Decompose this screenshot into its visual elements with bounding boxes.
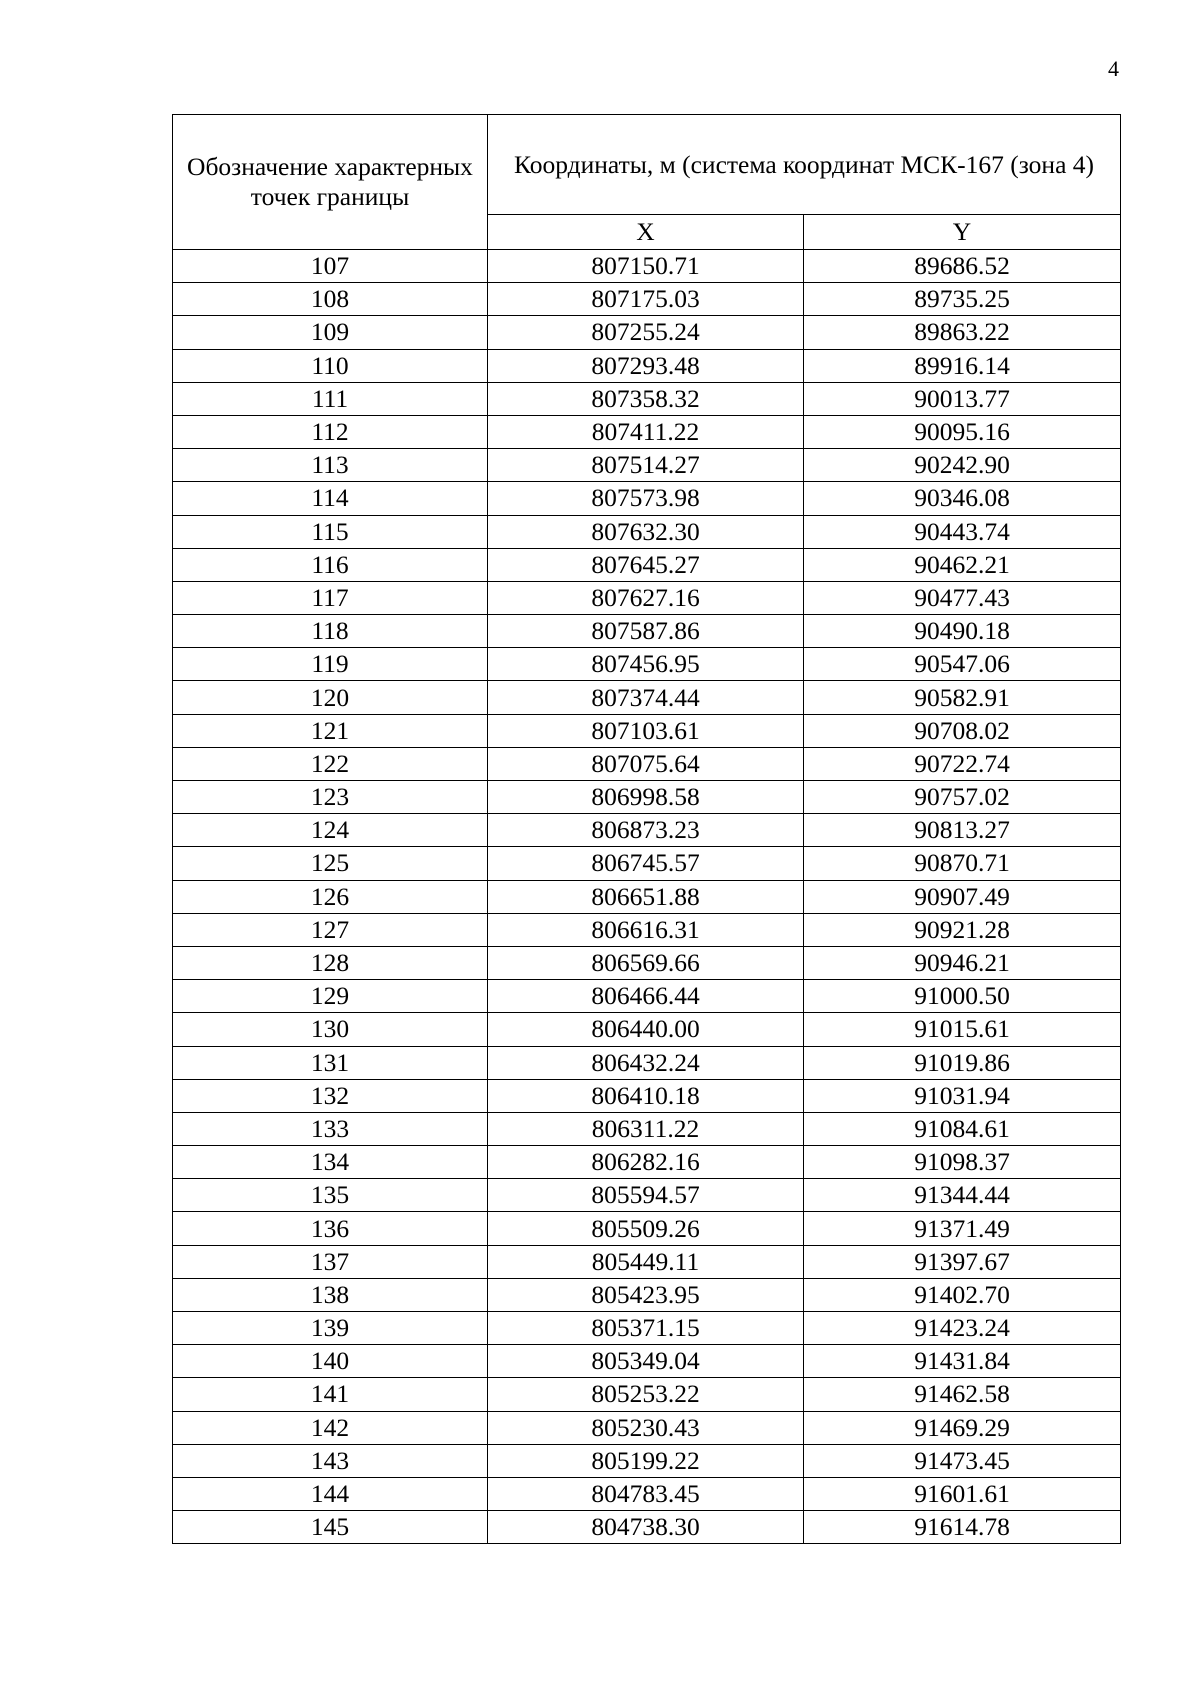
cell-point-number: 142: [173, 1411, 488, 1444]
cell-x: 806616.31: [488, 913, 804, 946]
table-row: [173, 1046, 1121, 1079]
cell-y: 91614.78: [804, 1511, 1121, 1544]
cell-x: 806410.18: [488, 1079, 804, 1112]
cell-x: 807358.32: [488, 382, 804, 415]
cell-point-number: 127: [173, 913, 488, 946]
table-row: [173, 581, 1121, 614]
cell-point-number: 124: [173, 814, 488, 847]
cell-x: 807514.27: [488, 449, 804, 482]
cell-point-number: 115: [173, 515, 488, 548]
cell-point-number: 136: [173, 1212, 488, 1245]
cell-x: 805423.95: [488, 1278, 804, 1311]
cell-y: 91098.37: [804, 1146, 1121, 1179]
table-row: [173, 449, 1121, 482]
table-row: [173, 482, 1121, 515]
cell-y: 90722.74: [804, 747, 1121, 780]
cell-point-number: 139: [173, 1312, 488, 1345]
cell-x: 805253.22: [488, 1378, 804, 1411]
cell-point-number: 109: [173, 316, 488, 349]
cell-y: 91431.84: [804, 1345, 1121, 1378]
cell-y: 91473.45: [804, 1444, 1121, 1477]
table-row: [173, 1112, 1121, 1145]
cell-y: 90242.90: [804, 449, 1121, 482]
cell-y: 90946.21: [804, 946, 1121, 979]
cell-y: 89863.22: [804, 316, 1121, 349]
table-row: [173, 1444, 1121, 1477]
cell-point-number: 140: [173, 1345, 488, 1378]
cell-point-number: 128: [173, 946, 488, 979]
header-point-designation: Обозначение характерных точек границы: [173, 115, 488, 250]
cell-y: 91000.50: [804, 980, 1121, 1013]
cell-y: 90443.74: [804, 515, 1121, 548]
cell-point-number: 119: [173, 648, 488, 681]
table-header: [173, 115, 1121, 250]
cell-x: 806440.00: [488, 1013, 804, 1046]
header-y: Y: [804, 215, 1121, 250]
table-row: [173, 615, 1121, 648]
cell-point-number: 144: [173, 1477, 488, 1510]
cell-y: 89735.25: [804, 283, 1121, 316]
table-row: [173, 747, 1121, 780]
cell-point-number: 131: [173, 1046, 488, 1079]
cell-x: 807255.24: [488, 316, 804, 349]
cell-point-number: 111: [173, 382, 488, 415]
table-row: [173, 946, 1121, 979]
table-row: [173, 880, 1121, 913]
table-row: [173, 548, 1121, 581]
table-row: [173, 1212, 1121, 1245]
cell-x: 807075.64: [488, 747, 804, 780]
cell-x: 806569.66: [488, 946, 804, 979]
cell-y: 90477.43: [804, 581, 1121, 614]
cell-point-number: 143: [173, 1444, 488, 1477]
cell-x: 806432.24: [488, 1046, 804, 1079]
cell-point-number: 114: [173, 482, 488, 515]
cell-y: 89916.14: [804, 349, 1121, 382]
cell-x: 805449.11: [488, 1245, 804, 1278]
table-row: [173, 814, 1121, 847]
table-body: [173, 250, 1121, 1544]
cell-x: 806651.88: [488, 880, 804, 913]
table-row: [173, 1278, 1121, 1311]
cell-point-number: 108: [173, 283, 488, 316]
cell-point-number: 132: [173, 1079, 488, 1112]
cell-point-number: 113: [173, 449, 488, 482]
cell-point-number: 116: [173, 548, 488, 581]
cell-point-number: 110: [173, 349, 488, 382]
cell-point-number: 145: [173, 1511, 488, 1544]
cell-x: 805349.04: [488, 1345, 804, 1378]
cell-point-number: 121: [173, 714, 488, 747]
cell-x: 806466.44: [488, 980, 804, 1013]
cell-x: 807411.22: [488, 415, 804, 448]
cell-y: 90757.02: [804, 781, 1121, 814]
cell-x: 807374.44: [488, 681, 804, 714]
table-row: [173, 648, 1121, 681]
cell-point-number: 134: [173, 1146, 488, 1179]
cell-y: 90095.16: [804, 415, 1121, 448]
table-row: [173, 714, 1121, 747]
cell-point-number: 141: [173, 1378, 488, 1411]
cell-x: 806873.23: [488, 814, 804, 847]
cell-point-number: 129: [173, 980, 488, 1013]
cell-x: 805199.22: [488, 1444, 804, 1477]
cell-y: 90346.08: [804, 482, 1121, 515]
cell-y: 90490.18: [804, 615, 1121, 648]
cell-y: 91423.24: [804, 1312, 1121, 1345]
cell-point-number: 117: [173, 581, 488, 614]
table-row: [173, 1345, 1121, 1378]
cell-y: 91371.49: [804, 1212, 1121, 1245]
cell-x: 807587.86: [488, 615, 804, 648]
cell-x: 807293.48: [488, 349, 804, 382]
cell-y: 90813.27: [804, 814, 1121, 847]
table-row: [173, 415, 1121, 448]
cell-y: 91031.94: [804, 1079, 1121, 1112]
cell-y: 90870.71: [804, 847, 1121, 880]
cell-y: 90907.49: [804, 880, 1121, 913]
cell-y: 90708.02: [804, 714, 1121, 747]
cell-x: 805371.15: [488, 1312, 804, 1345]
table-row: [173, 1245, 1121, 1278]
cell-point-number: 135: [173, 1179, 488, 1212]
table-row: [173, 316, 1121, 349]
table-row: [173, 349, 1121, 382]
table-row: [173, 250, 1121, 283]
cell-y: 89686.52: [804, 250, 1121, 283]
cell-y: 90921.28: [804, 913, 1121, 946]
cell-y: 91462.58: [804, 1378, 1121, 1411]
cell-x: 807645.27: [488, 548, 804, 581]
cell-x: 804738.30: [488, 1511, 804, 1544]
cell-y: 91084.61: [804, 1112, 1121, 1145]
cell-y: 90547.06: [804, 648, 1121, 681]
table-row: [173, 1378, 1121, 1411]
cell-point-number: 122: [173, 747, 488, 780]
header-coordinates: Координаты, м (система координат МСК-167 (зона 4): [488, 115, 1121, 215]
cell-x: 807627.16: [488, 581, 804, 614]
cell-point-number: 126: [173, 880, 488, 913]
cell-point-number: 118: [173, 615, 488, 648]
page-number: 4: [1108, 56, 1119, 81]
table-row: [173, 681, 1121, 714]
cell-y: 90462.21: [804, 548, 1121, 581]
cell-y: 91015.61: [804, 1013, 1121, 1046]
cell-point-number: 123: [173, 781, 488, 814]
cell-x: 807632.30: [488, 515, 804, 548]
cell-point-number: 138: [173, 1278, 488, 1311]
table-row: [173, 1477, 1121, 1510]
cell-y: 91402.70: [804, 1278, 1121, 1311]
cell-x: 807573.98: [488, 482, 804, 515]
cell-x: 806282.16: [488, 1146, 804, 1179]
cell-x: 806998.58: [488, 781, 804, 814]
cell-point-number: 130: [173, 1013, 488, 1046]
cell-point-number: 112: [173, 415, 488, 448]
cell-x: 805509.26: [488, 1212, 804, 1245]
table-row: [173, 283, 1121, 316]
table-row: [173, 1511, 1121, 1544]
cell-y: 91397.67: [804, 1245, 1121, 1278]
cell-y: 90582.91: [804, 681, 1121, 714]
cell-x: 806745.57: [488, 847, 804, 880]
cell-point-number: 133: [173, 1112, 488, 1145]
cell-x: 805594.57: [488, 1179, 804, 1212]
cell-x: 807103.61: [488, 714, 804, 747]
cell-x: 807175.03: [488, 283, 804, 316]
table-row: [173, 382, 1121, 415]
coordinates-table: [172, 114, 1121, 1544]
cell-y: 91469.29: [804, 1411, 1121, 1444]
table-row: [173, 1411, 1121, 1444]
table-row: [173, 781, 1121, 814]
cell-point-number: 137: [173, 1245, 488, 1278]
table-row: [173, 515, 1121, 548]
cell-x: 805230.43: [488, 1411, 804, 1444]
cell-point-number: 120: [173, 681, 488, 714]
table-row: [173, 913, 1121, 946]
cell-y: 91344.44: [804, 1179, 1121, 1212]
cell-y: 91601.61: [804, 1477, 1121, 1510]
table-row: [173, 1146, 1121, 1179]
table-row: [173, 1179, 1121, 1212]
table-row: [173, 980, 1121, 1013]
table-row: [173, 1013, 1121, 1046]
cell-x: 807456.95: [488, 648, 804, 681]
cell-x: 804783.45: [488, 1477, 804, 1510]
table-row: [173, 847, 1121, 880]
cell-y: 90013.77: [804, 382, 1121, 415]
cell-x: 807150.71: [488, 250, 804, 283]
cell-point-number: 107: [173, 250, 488, 283]
table-row: [173, 1312, 1121, 1345]
table-row: [173, 1079, 1121, 1112]
header-x: X: [488, 215, 804, 250]
cell-point-number: 125: [173, 847, 488, 880]
cell-y: 91019.86: [804, 1046, 1121, 1079]
cell-x: 806311.22: [488, 1112, 804, 1145]
